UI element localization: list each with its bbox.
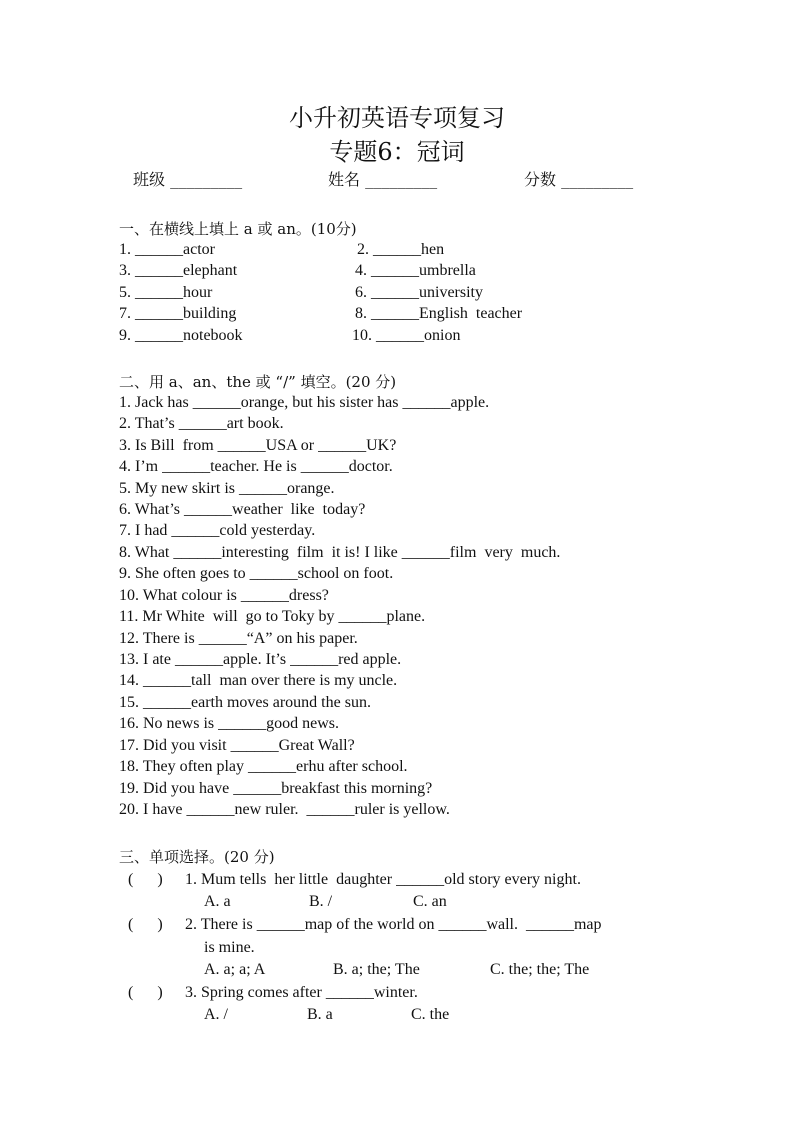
list-item: 4. I’m ______teacher. He is ______doctor. [119, 458, 393, 475]
list-item: 7. I had ______cold yesterday. [119, 522, 316, 539]
list-item: 3. ______elephant [119, 262, 238, 279]
name-field: 姓名 _________ [328, 170, 438, 189]
list-item: 5. ______hour [119, 284, 213, 301]
list-item: 15. ______earth moves around the sun. [119, 694, 371, 711]
option-b: B. / [309, 893, 333, 910]
option-a: A. a; a; A [204, 961, 266, 978]
list-item: 2. That’s ______art book. [119, 415, 284, 432]
option-a: A. / [204, 1006, 228, 1023]
option-c: C. the; the; The [490, 961, 590, 978]
list-item: 1. Jack has ______orange, but his sister has ______apple. [119, 394, 490, 411]
answer-paren: ( ) [128, 871, 163, 888]
list-item: 11. Mr White will go to Toky by ______plane. [119, 608, 426, 625]
page-title: 小升初英语专项复习 [289, 104, 505, 132]
list-item: 8. What ______interesting film it is! I like ______film very much. [119, 544, 561, 561]
list-item: 14. ______tall man over there is my uncle. [119, 672, 398, 689]
option-b: B. a; the; The [333, 961, 420, 978]
list-item: 3. Is Bill from ______USA or ______UK? [119, 437, 397, 454]
list-item: 20. I have ______new ruler. ______ruler is yellow. [119, 801, 450, 818]
class-field: 班级 _________ [133, 170, 243, 189]
page-subtitle: 专题6：冠词 [329, 138, 465, 166]
option-c: C. the [411, 1006, 450, 1023]
list-item: 4. ______umbrella [355, 262, 476, 279]
list-item: 10. What colour is ______dress? [119, 587, 329, 604]
list-item: 6. What’s ______weather like today? [119, 501, 366, 518]
question-stem-continued: is mine. [204, 939, 255, 956]
section3-heading: 三、单项选择。(20 分) [119, 848, 275, 866]
answer-paren: ( ) [128, 916, 163, 933]
question-stem: 3. Spring comes after ______winter. [185, 984, 418, 1001]
option-a: A. a [204, 893, 231, 910]
list-item: 13. I ate ______apple. It’s ______red apple. [119, 651, 402, 668]
list-item: 12. There is ______“A” on his paper. [119, 630, 358, 647]
list-item: 1. ______actor [119, 241, 215, 258]
list-item: 6. ______university [355, 284, 483, 301]
section1-heading: 一、在横线上填上 a 或 an。(10分) [119, 220, 357, 238]
list-item: 2. ______hen [357, 241, 445, 258]
list-item: 8. ______English teacher [355, 305, 523, 322]
list-item: 9. ______notebook [119, 327, 243, 344]
list-item: 5. My new skirt is ______orange. [119, 480, 335, 497]
option-c: C. an [413, 893, 447, 910]
list-item: 9. She often goes to ______school on foot. [119, 565, 394, 582]
answer-paren: ( ) [128, 984, 163, 1001]
list-item: 18. They often play ______erhu after school. [119, 758, 408, 775]
score-field: 分数 _________ [524, 170, 634, 189]
question-stem: 2. There is ______map of the world on ______wall. ______map [185, 916, 602, 933]
list-item: 19. Did you have ______breakfast this morning? [119, 780, 433, 797]
list-item: 17. Did you visit ______Great Wall? [119, 737, 355, 754]
question-stem: 1. Mum tells her little daughter ______old story every night. [185, 871, 581, 888]
list-item: 16. No news is ______good news. [119, 715, 339, 732]
list-item: 10. ______onion [352, 327, 461, 344]
option-b: B. a [307, 1006, 333, 1023]
list-item: 7. ______building [119, 305, 237, 322]
section2-heading: 二、用 a、an、the 或 “/” 填空。(20 分) [119, 373, 397, 391]
